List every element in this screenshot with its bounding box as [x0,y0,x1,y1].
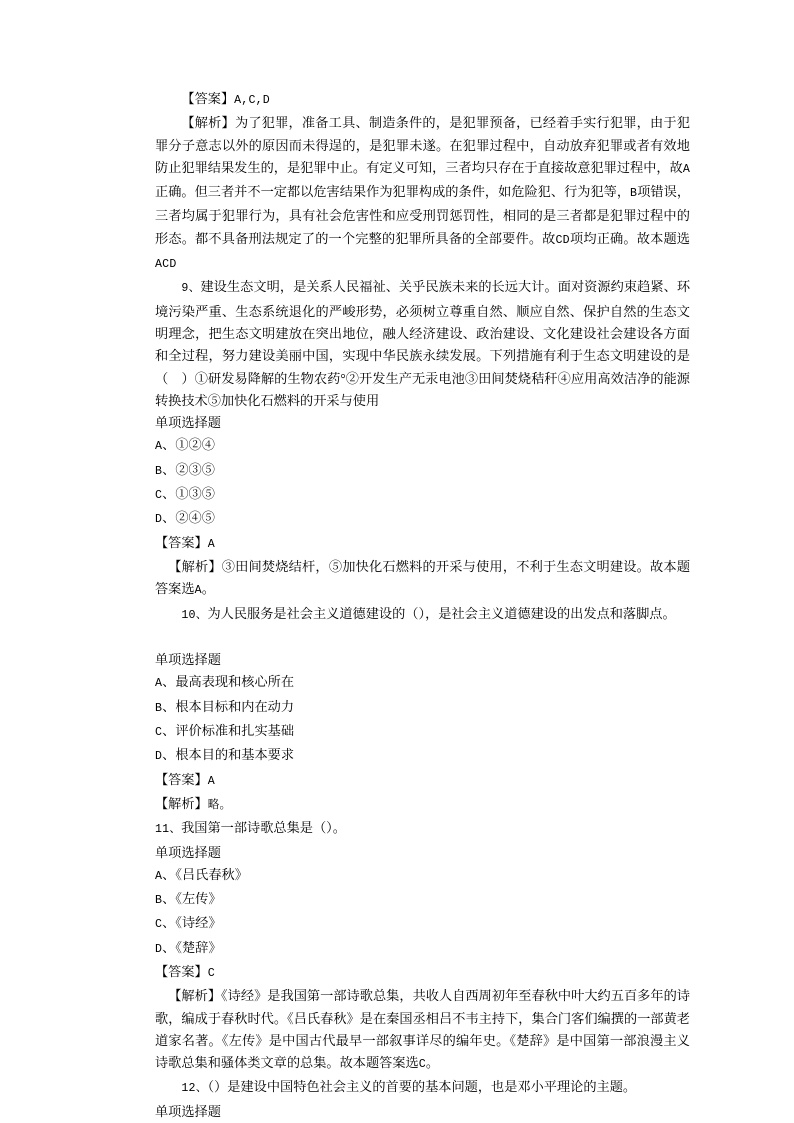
q11-option-a-text: 《吕氏春秋》 [175,866,248,882]
q11-option-a-sep: 、 [162,866,176,882]
q10-type-label: 单项选择题 [155,652,221,668]
document-body [155,88,690,1123]
q10-option-c-sep: 、 [162,723,176,739]
q11-option-d-sep: 、 [162,939,176,955]
q9-option-c [155,483,690,507]
q10-option-c-letter: C [155,726,163,740]
q11-option-d-text: 《楚辞》 [175,939,222,955]
q10-option-b-sep: 、 [162,698,176,714]
q10-option-d-letter: D [155,750,163,764]
q10-answer-line [155,769,690,793]
q8-analysis-text-2: 正确。但三者并不一定都以危害结果作为犯罪构成的条件，如危险犯、行为犯等， [155,184,631,200]
q11-option-b [155,888,690,912]
analysis-label: 【解析】 [155,795,208,811]
q9-analysis-punct: 。 [201,581,215,597]
analysis-label: 【解析】 [168,988,222,1004]
q9-option-c-sep: 、 [162,486,176,502]
q9-stem-text: 建设生态文明，是关系人民福祉、关乎民族未来的长远大计。面对资源约束趋紧、环境污染严重、生态系统退化的严峻形势，必须树立尊重自然、顺应自然、保护自然的生态文明理念，把生态文明建放在突出地位，融人经济建设、政治建设、文化建设社会建设各方面和全过程，努力建设美丽中国，实现中华民族永续发展。下列措施有利于生态文明建设的是（ ）①研发易降解的生物农药°②开发生产无汞电池③田间焚烧秸秆④应用高效洁净的能源转换技术⑤加快化石燃料的开采与使用 [155,279,690,408]
q10-option-b-text: 根本目标和内在动力 [175,698,295,714]
q8-option-b-ref: B [630,187,638,201]
q10-option-c-text: 评价标准和扎实基础 [175,723,295,739]
q9-option-a-text: ①②④ [175,437,215,453]
q10-option-d-sep: 、 [162,747,176,763]
q10-option-d [155,744,690,768]
q12-stem-paragraph [155,1076,690,1100]
q9-answer-value: A [207,537,215,551]
q9-stem-paragraph [155,276,690,412]
q12-stem-text: （）是建设中国特色社会主义的首要的基本问题，也是邓小平理论的主题。 [207,1079,637,1095]
q11-stem-paragraph [155,817,690,841]
q11-option-b-text: 《左传》 [175,891,222,907]
answer-label: 【答案】 [155,771,208,787]
q8-analysis-text-3: 项错误，三者均属于犯罪行为，具有社会危害性和应受刑罚惩罚性，相同的是三者都是犯罪过程中的形态。都不具备刑法规定了的一个完整的犯罪所具备的全部要件。故 [155,184,691,246]
q10-option-b [155,696,690,720]
q10-stem-paragraph [155,603,690,627]
q9-answer-line [155,532,690,556]
q11-answer-value: C [207,966,215,980]
q9-analysis-paragraph [155,556,690,603]
q11-stem-text: 我国第一部诗歌总集是（）。 [181,820,346,836]
q9-option-d [155,507,690,531]
q10-analysis-line [155,793,690,817]
q8-option-cd-ref: CD [555,233,570,247]
q10-answer-value: A [207,774,215,788]
q10-option-b-letter: B [155,701,163,715]
q11-number: 11、 [155,823,182,837]
q11-option-a-letter: A [155,869,163,883]
q9-option-b-letter: B [155,464,163,478]
q11-option-c [155,912,690,936]
q11-analysis-text: 《诗经》是我国第一部诗歌总集，共收人自西周初年至春秋中叶大约五百多年的诗歌，编成于春秋时代。《吕氏春秋》是在秦国丞相吕不韦主持下，集合门客们编撰的一部黄老道家名著。《左传》是中国古代最早一部叙事详尽的编年史。《楚辞》是中国第一部浪漫主义诗歌总集和骚体类文章的总集。故本题答案选 [155,988,690,1071]
q9-type-label: 单项选择题 [155,415,221,431]
q9-option-b-sep: 、 [162,461,176,477]
q10-option-a-text: 最高表现和核心所在 [175,674,295,690]
q10-stem-text: 为人民服务是社会主义道德建设的（），是社会主义道德建设的出发点和落脚点。 [207,605,676,621]
q9-analysis-answer-ref: A [194,584,202,598]
q10-option-a [155,671,690,695]
q11-option-b-sep: 、 [162,891,176,907]
q8-answer-value: A,C,D [234,94,270,107]
q8-analysis-text-4: 项均正确。故本题选 [569,230,690,246]
q9-option-d-letter: D [155,513,163,527]
q11-option-c-text: 《诗经》 [175,915,222,931]
q12-type-label: 单项选择题 [155,1103,221,1119]
q10-option-a-sep: 、 [162,674,176,690]
q8-analysis-text: 为了犯罪，准备工具、制造条件的，是犯罪预备，已经着手实行犯罪，由于犯罪分子意志以外的原因而未得逞的，是犯罪未遂。在犯罪过程中，自动放弃犯罪或者有效地防止犯罪结果发生的，是犯罪中止。有定义可知，三者均只存在于直接故意犯罪过程中，故 [155,115,691,175]
q10-option-d-text: 根本目的和基本要求 [175,747,295,763]
q9-option-a-sep: 、 [162,437,176,453]
q9-option-a [155,434,690,458]
analysis-label: 【解析】 [181,115,235,131]
q11-option-d [155,937,690,961]
q12-number: 12、 [181,1082,208,1096]
q9-option-d-sep: 、 [162,510,176,526]
q9-option-a-letter: A [155,440,163,454]
q9-option-c-letter: C [155,489,163,503]
analysis-label: 【解析】 [168,558,222,574]
q9-option-d-text: ②④⑤ [175,510,215,526]
q11-analysis-paragraph [155,985,690,1076]
q9-number: 9、 [181,282,201,296]
answer-label: 【答案】 [155,534,208,550]
q10-option-a-letter: A [155,677,163,691]
q11-analysis-answer-ref: C [418,1058,426,1072]
answer-label: 【答案】 [181,91,235,106]
q11-option-a [155,864,690,888]
q9-analysis-text: ③田间焚烧结杆，⑤加快化石燃料的开采与使用，不利于生态文明建设。故本题答案选 [155,558,691,597]
q10-analysis-text: 略。 [207,798,232,812]
q9-option-b [155,459,690,483]
q8-answer-acd-ref: ACD [155,258,177,272]
q8-analysis-paragraph [155,112,690,276]
paragraph-spacer [155,627,690,649]
q10-option-c [155,720,690,744]
q11-answer-line [155,961,690,985]
q8-option-a-ref: A [682,162,690,176]
q11-option-c-letter: C [155,918,163,932]
q8-answer-line [155,88,690,112]
q10-number: 10、 [181,608,208,622]
q11-analysis-punct: 。 [425,1055,440,1071]
q11-option-b-letter: B [155,894,163,908]
q11-option-c-sep: 、 [162,915,176,931]
q9-option-b-text: ②③⑤ [175,461,215,477]
q11-option-d-letter: D [155,942,163,956]
answer-label: 【答案】 [155,963,208,979]
q11-type-label: 单项选择题 [155,844,221,860]
q9-option-c-text: ①③⑤ [175,486,215,502]
